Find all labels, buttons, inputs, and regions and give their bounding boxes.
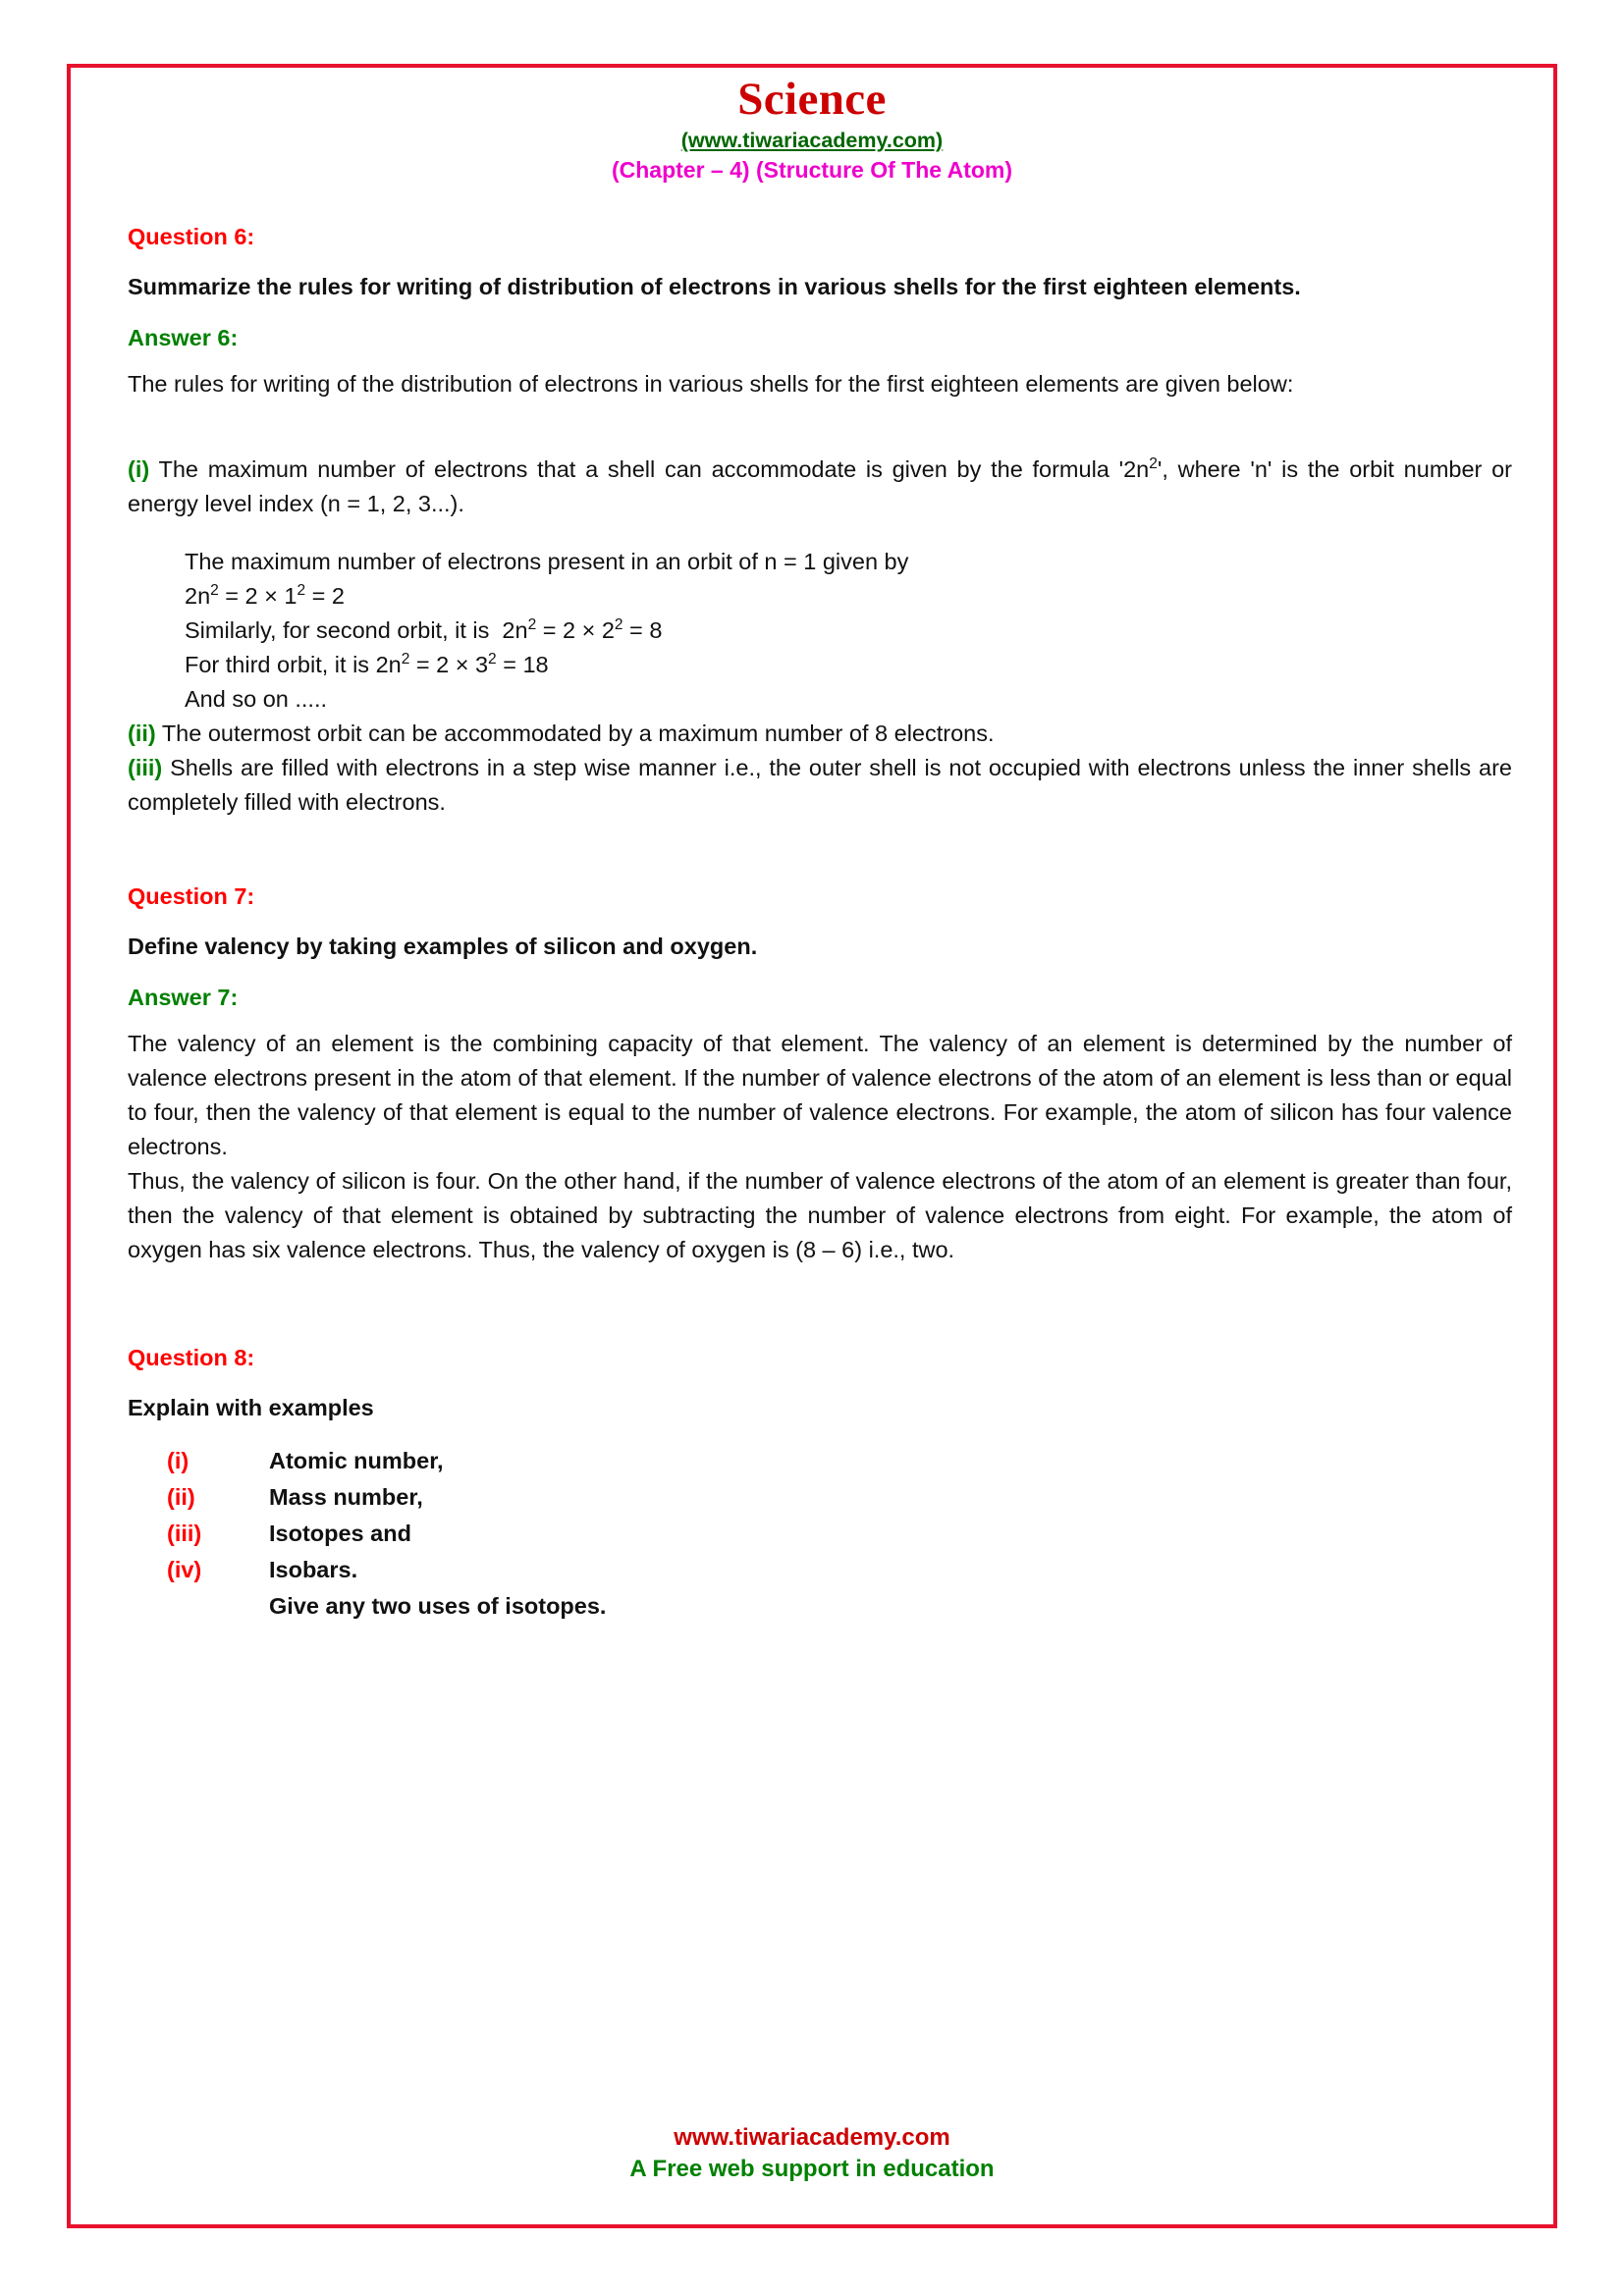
footer-website-link[interactable]: www.tiwariacademy.com <box>674 2124 950 2151</box>
list-item <box>167 1552 1512 1588</box>
formula-line-2 <box>185 579 1512 614</box>
list-item-label: Isotopes and <box>269 1521 411 1546</box>
formula-4-a: For third orbit, it is 2n <box>185 652 402 677</box>
list-item-label: Mass number, <box>269 1484 423 1510</box>
answer-7-paragraph-2: Thus, the valency of silicon is four. On the other hand, if the number of valence electrons of the atom of an element is greater than four, then the valency of that element is obtained by subtracting the number of valence electrons from eight. For example, the atom of oxygen has six valence electrons. Thus, the valency of oxygen is (8 – 6) i.e., two. <box>128 1168 1512 1262</box>
formula-4-c: = 18 <box>496 652 549 677</box>
formula-3-sup1: 2 <box>527 616 537 634</box>
formula-2-sup1: 2 <box>210 582 219 600</box>
formula-2-c: = 2 <box>305 583 345 609</box>
spacer <box>128 1267 1512 1328</box>
spacer <box>128 1013 1512 1027</box>
spacer <box>128 304 1512 322</box>
question-6-label: Question 6: <box>128 224 255 249</box>
document-body <box>67 221 1557 1625</box>
footer-tagline: A Free web support in education <box>629 2156 995 2182</box>
question-8-text: Explain with examples <box>128 1395 374 1420</box>
rule-marker-i: (i) <box>128 456 150 482</box>
page-content <box>67 64 1557 2228</box>
formula-2-sup2: 2 <box>297 582 306 600</box>
list-item-marker: (iii) <box>167 1521 202 1546</box>
question-8-closing-row <box>167 1588 1512 1625</box>
rule-item-ii <box>128 717 1512 751</box>
formula-block <box>185 545 1512 717</box>
question-8-closing: Give any two uses of isotopes. <box>269 1593 607 1619</box>
spacer <box>128 353 1512 367</box>
list-item <box>167 1479 1512 1516</box>
spacer <box>128 401 1512 453</box>
question-7-label: Question 7: <box>128 883 255 909</box>
spacer <box>128 252 1512 270</box>
spacer <box>128 1373 1512 1391</box>
list-item-label: Atomic number, <box>269 1448 444 1473</box>
formula-line-4 <box>185 648 1512 682</box>
rule-marker-ii: (ii) <box>128 721 156 746</box>
answer-7-label: Answer 7: <box>128 985 239 1010</box>
rule-marker-iii: (iii) <box>128 755 163 780</box>
spacer <box>128 964 1512 982</box>
formula-3-a: Similarly, for second orbit, it is 2n <box>185 617 528 643</box>
formula-3-c: = 8 <box>623 617 663 643</box>
formula-4-b: = 2 × 3 <box>409 652 489 677</box>
formula-line-5: And so on ..... <box>185 686 328 712</box>
formula-4-sup2: 2 <box>488 651 497 668</box>
list-item-marker: (ii) <box>167 1484 195 1510</box>
formula-line-1: The maximum number of electrons present in an orbit of n = 1 given by <box>185 549 909 574</box>
formula-line-3 <box>185 614 1512 648</box>
answer-6-intro: The rules for writing of the distribution of electrons in various shells for the first eighteen elements are given below: <box>128 371 1294 397</box>
rule-item-i <box>128 453 1512 521</box>
list-item-label: Isobars. <box>269 1557 358 1582</box>
rule-ii-text: The outermost orbit can be accommodated by a maximum number of 8 electrons. <box>155 721 995 746</box>
list-item-marker-empty <box>167 1588 269 1625</box>
document-footer <box>67 2122 1557 2185</box>
rule-item-iii <box>128 751 1512 820</box>
rule-i-superscript: 2 <box>1149 455 1158 473</box>
rule-i-text-a: The maximum number of electrons that a shell can accommodate is given by the formula '2n <box>149 456 1150 482</box>
formula-4-sup1: 2 <box>401 651 410 668</box>
question-6-text: Summarize the rules for writing of distribution of electrons in various shells for the first eighteen elements. <box>128 274 1301 299</box>
question-7-text: Define valency by taking examples of silicon and oxygen. <box>128 934 758 959</box>
list-item <box>167 1443 1512 1479</box>
list-item-marker: (iv) <box>167 1557 202 1582</box>
formula-3-sup2: 2 <box>614 616 623 634</box>
formula-2-b: = 2 × 1 <box>218 583 298 609</box>
chapter-subtitle: (Chapter – 4) (Structure Of The Atom) <box>611 157 1013 183</box>
formula-3-b: = 2 × 2 <box>536 617 615 643</box>
spacer <box>128 521 1512 545</box>
formula-2-a: 2n <box>185 583 211 609</box>
list-item-marker: (i) <box>167 1448 189 1473</box>
rule-i-text-b: ', where 'n' is the orbit number or energy level index (n = 1, 2, 3...). <box>128 456 1512 516</box>
question-8-label: Question 8: <box>128 1345 255 1370</box>
list-item <box>167 1516 1512 1552</box>
question-8-list <box>167 1443 1512 1625</box>
spacer <box>128 1425 1512 1443</box>
spacer <box>128 1328 1512 1342</box>
header-website-link[interactable]: (www.tiwariacademy.com) <box>680 129 944 152</box>
answer-7-paragraph-1: The valency of an element is the combining capacity of that element. The valency of an element is determined by the number of valence electrons present in the atom of that element. If the number of valence electrons of the atom of an element is less than or equal to four, then the valency of that element is equal to the number of valence electrons. For example, the atom of silicon has four valence electrons. <box>128 1031 1512 1159</box>
spacer <box>128 820 1512 881</box>
page-title: Science <box>737 74 887 125</box>
rule-iii-text: Shells are filled with electrons in a step wise manner i.e., the outer shell is not occupied with electrons unless the inner shells are completely filled with electrons. <box>128 755 1512 815</box>
spacer <box>128 912 1512 930</box>
document-header <box>67 64 1557 186</box>
answer-6-label: Answer 6: <box>128 325 239 350</box>
